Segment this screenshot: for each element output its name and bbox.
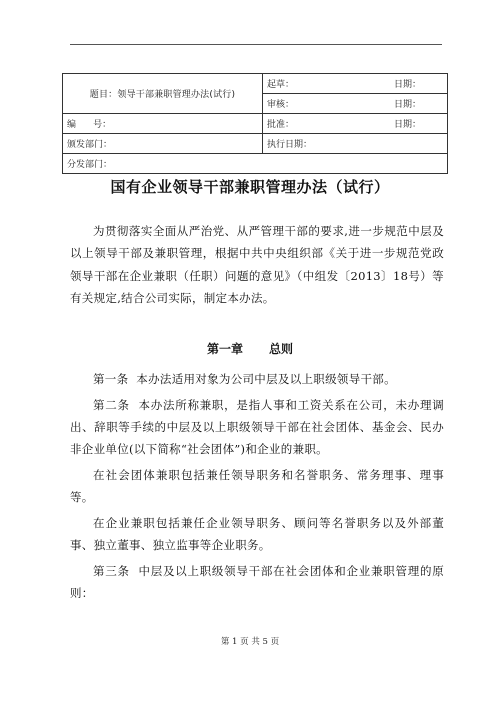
approve-label: 批准： [267, 120, 295, 130]
document-control-table [62, 73, 448, 174]
draft-cell [263, 74, 448, 94]
document-title: 国有企业领导干部兼职管理办法（试行） [110, 178, 390, 196]
effective-label: 执行日期： [267, 140, 313, 150]
article-2-society: 在社会团体兼职包括兼任领导职务和名誉职务、常务理事、理事等。 [70, 467, 444, 505]
header-rule [70, 44, 442, 45]
number-label: 编 号： [67, 120, 112, 130]
page-footer: 第 1 页 共 5 页 [220, 637, 280, 647]
issuer-cell [63, 134, 263, 154]
review-cell [263, 94, 448, 114]
review-label: 审核： [267, 100, 295, 110]
approve-cell [263, 114, 448, 134]
chapter-number: 第一章 [206, 342, 243, 356]
chapter-name: 总则 [269, 342, 294, 356]
article-2-enterprise: 在企业兼职包括兼任企业领导职务、顾问等名誉职务以及外部董事、独立董事、独立监事等企业职务。 [70, 515, 444, 552]
issuer-label: 颁发部门： [67, 140, 113, 150]
chapter-body [70, 368, 444, 607]
title-cell [63, 74, 263, 114]
article-3: 第三条 中层及以上职级领导干部在社会团体和企业兼职管理的原则： [70, 563, 444, 600]
draft-label: 起草： [267, 80, 295, 90]
intro-paragraph: 为贯彻落实全面从严治党、从严管理干部的要求,进一步规范中层及以上领导干部及兼职管理，根据中共中央组织部《关于进一步规范党政领导干部在企业兼职（任职）问题的意见》（中组发〔2013〕18号）等有关规定,结合公司实际，制定本办法。 [70, 224, 444, 305]
distribution-cell [63, 154, 448, 174]
article-2: 第二条 本办法所称兼职，是指人事和工资关系在公司，未办理调出、辞职等手续的中层及以上职级领导干部在社会团体、基金会、民办非企业单位(以下简称“社会团体”)和企业的兼职。 [70, 397, 444, 457]
chapter-heading [0, 340, 500, 357]
distribution-label: 分发部门： [67, 160, 113, 170]
review-date-label: 日期： [393, 100, 421, 110]
number-cell [63, 114, 263, 134]
intro-block [70, 220, 444, 309]
effective-cell [263, 134, 448, 154]
draft-date-label: 日期： [393, 80, 421, 90]
approve-date-label: 日期： [393, 120, 421, 130]
article-1: 第一条 本办法适用对象为公司中层及以上职级领导干部。 [93, 372, 396, 386]
title-label: 题目：领导干部兼职管理办法(试行) [89, 90, 236, 100]
